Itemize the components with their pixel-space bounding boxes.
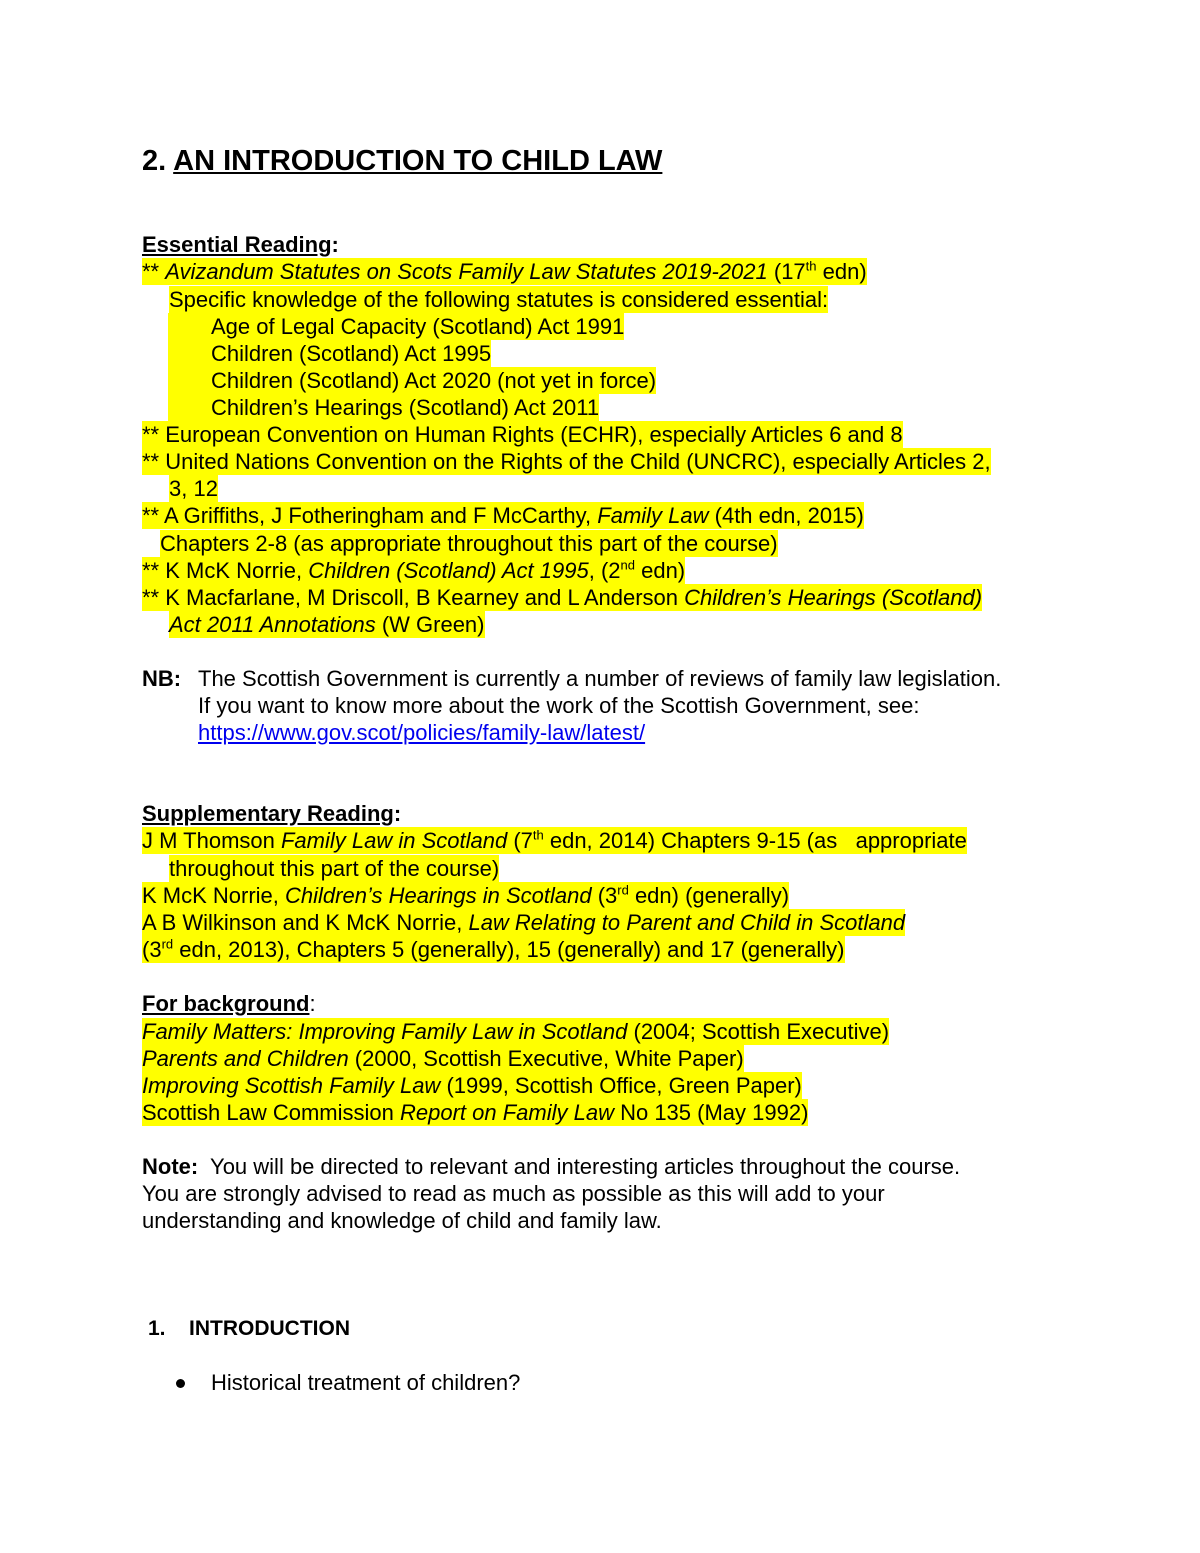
background-colon: : xyxy=(309,991,316,1016)
background-item xyxy=(142,1045,744,1072)
griffiths-edition: (4th edn, 2015) xyxy=(708,503,864,528)
essential-reading-colon: : xyxy=(331,232,339,257)
wilkinson-chapters: edn, 2013), Chapters 5 (generally), 15 (generally) and 17 (generally) xyxy=(173,937,845,962)
avizandum-prefix: ** xyxy=(142,259,166,284)
heading-number: 2. xyxy=(142,145,174,177)
note-paragraph-line: understanding and knowledge of child and family law. xyxy=(142,1208,662,1233)
section-number: 1. xyxy=(148,1317,166,1340)
norrie-author: ** K McK Norrie, xyxy=(142,558,309,583)
family-law-link[interactable]: https://www.gov.scot/policies/family-law/latest/ xyxy=(198,720,646,745)
reading-norrie-act xyxy=(142,557,685,584)
avizandum-edition: (17 xyxy=(767,259,806,284)
macfarlane-title: Children’s Hearings (Scotland) xyxy=(684,585,983,610)
background-item-title: Improving Scottish Family Law xyxy=(142,1073,441,1098)
bullet-icon xyxy=(176,1379,185,1388)
nb-text-line: The Scottish Government is currently a number of reviews of family law legislation. xyxy=(198,666,1002,691)
avizandum-edition-sup: th xyxy=(805,258,817,274)
norrie-hearings-title: Children’s Hearings in Scotland xyxy=(285,883,592,908)
background-item xyxy=(142,1072,802,1099)
reading-wilkinson xyxy=(142,909,905,936)
essential-reading-label: Essential Reading xyxy=(142,232,332,257)
slc-report-details: No 135 (May 1992) xyxy=(613,1100,809,1125)
griffiths-authors: ** A Griffiths, J Fotheringham and F McCarthy, xyxy=(142,503,598,528)
norrie-title: Children (Scotland) Act 1995 xyxy=(308,558,589,583)
thomson-title: Family Law in Scotland xyxy=(280,828,508,853)
supplementary-reading-colon: : xyxy=(393,801,402,826)
reading-uncrc: ** United Nations Convention on the Rights of the Child (UNCRC), especially Articles 2, xyxy=(142,449,991,474)
norrie-hearings-author: K McK Norrie, xyxy=(142,883,286,908)
background-item-details: (1999, Scottish Office, Green Paper) xyxy=(440,1073,802,1098)
norrie-hearings-edition: (3 xyxy=(591,883,618,908)
griffiths-chapters: Chapters 2-8 (as appropriate throughout this part of the course) xyxy=(160,531,778,556)
norrie-hearings-edition-sup: rd xyxy=(617,882,629,898)
reading-echr: ** European Convention on Human Rights (ECHR), especially Articles 6 and 8 xyxy=(142,422,903,447)
background-item-title: Parents and Children xyxy=(142,1046,349,1071)
supplementary-reading-label: Supplementary Reading xyxy=(142,801,394,826)
wilkinson-edition-sup: rd xyxy=(161,936,174,952)
norrie-edition-close: edn) xyxy=(634,558,686,583)
nb-link-line xyxy=(198,719,645,746)
background-item xyxy=(142,1018,889,1045)
statute-item: Age of Legal Capacity (Scotland) Act 1991 xyxy=(168,313,624,340)
reading-norrie-hearings xyxy=(142,882,789,909)
statute-item: Children (Scotland) Act 2020 (not yet in force) xyxy=(168,367,656,394)
reading-uncrc-continued: 3, 12 xyxy=(169,476,218,501)
section-bullet-item: Historical treatment of children? xyxy=(211,1370,521,1395)
avizandum-edition-close: edn) xyxy=(816,259,867,284)
thomson-author: J M Thomson xyxy=(142,828,281,853)
norrie-edition-sup: nd xyxy=(620,557,635,573)
wilkinson-authors: A B Wilkinson and K McK Norrie, xyxy=(142,910,469,935)
specific-knowledge-intro: Specific knowledge of the following statutes is considered essential: xyxy=(169,287,829,312)
thomson-edition-sup: th xyxy=(532,827,544,843)
slc-name: Scottish Law Commission xyxy=(142,1100,400,1125)
reading-thomson xyxy=(142,827,967,854)
thomson-edition: (7 xyxy=(507,828,533,853)
macfarlane-publisher: (W Green) xyxy=(375,612,485,637)
macfarlane-authors: ** K Macfarlane, M Driscoll, B Kearney and L Anderson xyxy=(142,585,685,610)
macfarlane-title-continued: Act 2011 Annotations xyxy=(169,612,376,637)
slc-report-title: Report on Family Law xyxy=(399,1100,614,1125)
page-title xyxy=(142,144,662,178)
section-title: INTRODUCTION xyxy=(189,1317,350,1340)
reading-griffiths xyxy=(142,502,864,529)
note-label: Note: xyxy=(142,1154,199,1179)
note-paragraph-line xyxy=(142,1153,960,1180)
norrie-edition: , (2 xyxy=(588,558,621,583)
note-text: You will be directed to relevant and interesting articles throughout the course. xyxy=(198,1154,961,1179)
statute-item: Children (Scotland) Act 1995 xyxy=(168,340,491,367)
thomson-details: edn, 2014) Chapters 9-15 (as appropriate xyxy=(543,828,967,853)
reading-wilkinson-continued xyxy=(142,936,845,963)
wilkinson-edition: (3 xyxy=(142,937,162,962)
nb-text-line: If you want to know more about the work of the Scottish Government, see: xyxy=(198,693,920,718)
norrie-hearings-details: edn) (generally) xyxy=(628,883,790,908)
background-item-details: (2000, Scottish Executive, White Paper) xyxy=(348,1046,744,1071)
background-item-details: (2004; Scottish Executive) xyxy=(627,1019,890,1044)
background-item-title: Family Matters: Improving Family Law in Scotland xyxy=(142,1019,628,1044)
background-item-slc xyxy=(142,1099,808,1126)
background-heading xyxy=(142,990,316,1017)
reading-avizandum xyxy=(142,258,867,285)
essential-reading-heading xyxy=(142,231,339,258)
background-label: For background xyxy=(142,991,310,1016)
wilkinson-title: Law Relating to Parent and Child in Scotland xyxy=(468,910,906,935)
heading-title: AN INTRODUCTION TO CHILD LAW xyxy=(173,145,663,177)
statute-item: Children’s Hearings (Scotland) Act 2011 xyxy=(168,394,599,421)
supplementary-reading-heading xyxy=(142,800,401,827)
griffiths-title: Family Law xyxy=(597,503,709,528)
reading-macfarlane-continued xyxy=(169,611,485,638)
note-paragraph-line: You are strongly advised to read as much as possible as this will add to your xyxy=(142,1181,885,1206)
reading-thomson-continued: throughout this part of the course) xyxy=(169,856,500,881)
avizandum-title: Avizandum Statutes on Scots Family Law Statutes 2019-2021 xyxy=(165,259,768,284)
reading-macfarlane xyxy=(142,584,982,611)
nb-label: NB: xyxy=(142,666,182,691)
